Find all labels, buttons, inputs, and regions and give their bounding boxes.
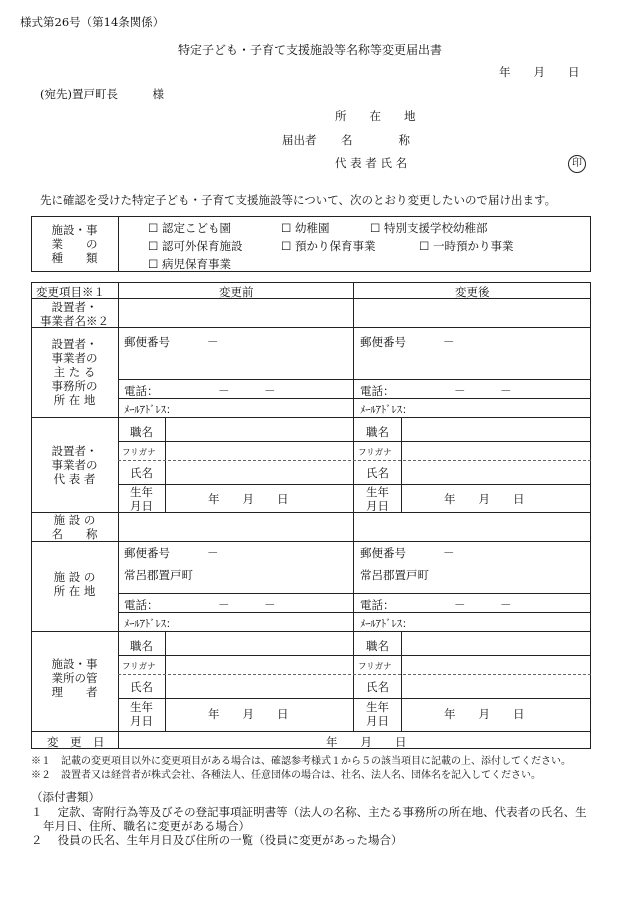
facility-email-after[interactable]: ﾒｰﾙｱﾄﾞﾚｽ： [360, 618, 413, 630]
mgr-title-before: 職名 [130, 639, 153, 653]
mgr-furigana-before: フリガナ [122, 662, 156, 672]
notifier-name-label: 名 称 [341, 133, 410, 147]
office-email-before[interactable]: ﾒｰﾙｱﾄﾞﾚｽ： [124, 404, 177, 416]
facility-postal-after[interactable]: 郵便番号 [360, 546, 406, 560]
header-before: 変更前 [219, 285, 254, 299]
facility-email-before[interactable]: ﾒｰﾙｱﾄﾞﾚｽ： [124, 618, 177, 630]
row-label-change-date: 変 更 日 [47, 735, 105, 749]
row-label-facility-name: 施 設 の 名 称 [51, 513, 98, 541]
mgr-name-before: 氏名 [130, 680, 153, 694]
facility-phone-dashes-after: － － [454, 598, 512, 612]
rep-birth-label-after: 生年 月日 [366, 485, 389, 513]
facility-postal-dash-before: － [207, 546, 219, 560]
header-after: 変更後 [455, 285, 490, 299]
note-2: ※２ 設置者又は経営者が株式会社、各種法人、任意団体の場合は、社名、法人名、団体名を記入してください。 [31, 770, 541, 781]
row-label-manager: 施設・事 業所の管 理 者 [51, 657, 98, 699]
header-change-item: 変更項目※１ [36, 285, 105, 299]
facility-postal-before[interactable]: 郵便番号 [124, 546, 170, 560]
facility-phone-dashes-before: － － [218, 598, 276, 612]
note-1: ※１ 記載の変更項目以外に変更項目がある場合は、確認参考様式１から５の該当項目に記載の上、添付してください。 [31, 756, 571, 767]
option-sick-child-care[interactable]: ☐ 病児保育事業 [148, 257, 231, 271]
option-temporary-care[interactable]: ☐ 一時預かり事業 [419, 239, 514, 253]
option-unlicensed-nursery[interactable]: ☐ 認可外保育施設 [148, 239, 243, 253]
office-postal-before[interactable]: 郵便番号 [124, 335, 170, 349]
office-phone-before[interactable]: 電話： [124, 384, 159, 398]
option-special-school[interactable]: ☐ 特別支援学校幼稚部 [370, 221, 488, 235]
attachment-2: ２ 役員の氏名、生年月日及び住所の一覧（役員に変更があった場合） [31, 833, 403, 847]
facility-town-after: 常呂郡置戸町 [360, 568, 429, 582]
facility-town-before: 常呂郡置戸町 [124, 568, 193, 582]
submission-date: 年 月 日 [499, 65, 580, 79]
facility-phone-before[interactable]: 電話： [124, 598, 159, 612]
page-title: 特定子ども・子育て支援施設等名称等変更届出書 [178, 43, 443, 57]
office-phone-dashes-before: － － [218, 384, 276, 398]
rep-name-after: 氏名 [366, 466, 389, 480]
attachment-1-line-1: １ 定款、寄附行為等及びその登記事項証明書等（法人の名称、主たる事務所の所在地、代表者の氏名、生 [31, 805, 587, 819]
office-postal-after[interactable]: 郵便番号 [360, 335, 406, 349]
mgr-name-after: 氏名 [366, 680, 389, 694]
rep-furigana-before: フリガナ [122, 448, 156, 458]
notifier-address-label: 所 在 地 [335, 109, 416, 123]
office-phone-after[interactable]: 電話： [360, 384, 395, 398]
rep-furigana-after: フリガナ [358, 448, 392, 458]
facility-type-label: 施設・事 業 の 種 類 [51, 223, 98, 265]
office-postal-dash-before: － [207, 335, 219, 349]
row-label-representative: 設置者・ 事業者の 代 表 者 [51, 444, 98, 486]
mgr-title-after: 職名 [366, 639, 389, 653]
intro-text: 先に確認を受けた特定子ども・子育て支援施設等について、次のとおり変更したいので届け出ます。 [40, 193, 557, 207]
addressee: (宛先)置戸町長 様 [40, 87, 164, 101]
change-date-value[interactable]: 年 月 日 [326, 735, 407, 749]
notifier-label: 届出者 [282, 133, 317, 147]
mgr-furigana-after: フリガナ [358, 662, 392, 672]
option-certified-center[interactable]: ☐ 認定こども園 [148, 221, 231, 235]
form-number: 様式第26号（第14条関係） [20, 15, 165, 29]
rep-birth-label-before: 生年 月日 [130, 485, 153, 513]
mgr-birth-label-after: 生年 月日 [366, 700, 389, 728]
seal-mark: 印 [568, 155, 586, 173]
rep-title-before: 職名 [130, 425, 153, 439]
office-postal-dash-after: － [443, 335, 455, 349]
attachments-heading: （添付書類） [31, 790, 100, 804]
mgr-birth-label-before: 生年 月日 [130, 700, 153, 728]
rep-birth-date-after[interactable]: 年 月 日 [444, 492, 525, 506]
representative-label: 代 表 者 氏 名 [335, 156, 408, 170]
rep-birth-date-before[interactable]: 年 月 日 [208, 492, 289, 506]
office-phone-dashes-after: － － [454, 384, 512, 398]
rep-title-after: 職名 [366, 425, 389, 439]
row-label-facility-address: 施 設 の 所 在 地 [53, 570, 96, 598]
row-label-office-address: 設置者・ 事業者の 主 た る 事務所の 所 在 地 [51, 337, 98, 407]
facility-postal-dash-after: － [443, 546, 455, 560]
mgr-birth-date-after[interactable]: 年 月 日 [444, 707, 525, 721]
row-label-operator-name: 設置者・ 事業者名※２ [40, 300, 109, 328]
attachment-1-line-2: 年月日、住所、職名に変更がある場合） [43, 819, 250, 833]
rep-name-before: 氏名 [130, 466, 153, 480]
option-kindergarten[interactable]: ☐ 幼稚園 [281, 221, 330, 235]
office-email-after[interactable]: ﾒｰﾙｱﾄﾞﾚｽ： [360, 404, 413, 416]
mgr-birth-date-before[interactable]: 年 月 日 [208, 707, 289, 721]
facility-phone-after[interactable]: 電話： [360, 598, 395, 612]
option-extended-care[interactable]: ☐ 預かり保育事業 [281, 239, 376, 253]
